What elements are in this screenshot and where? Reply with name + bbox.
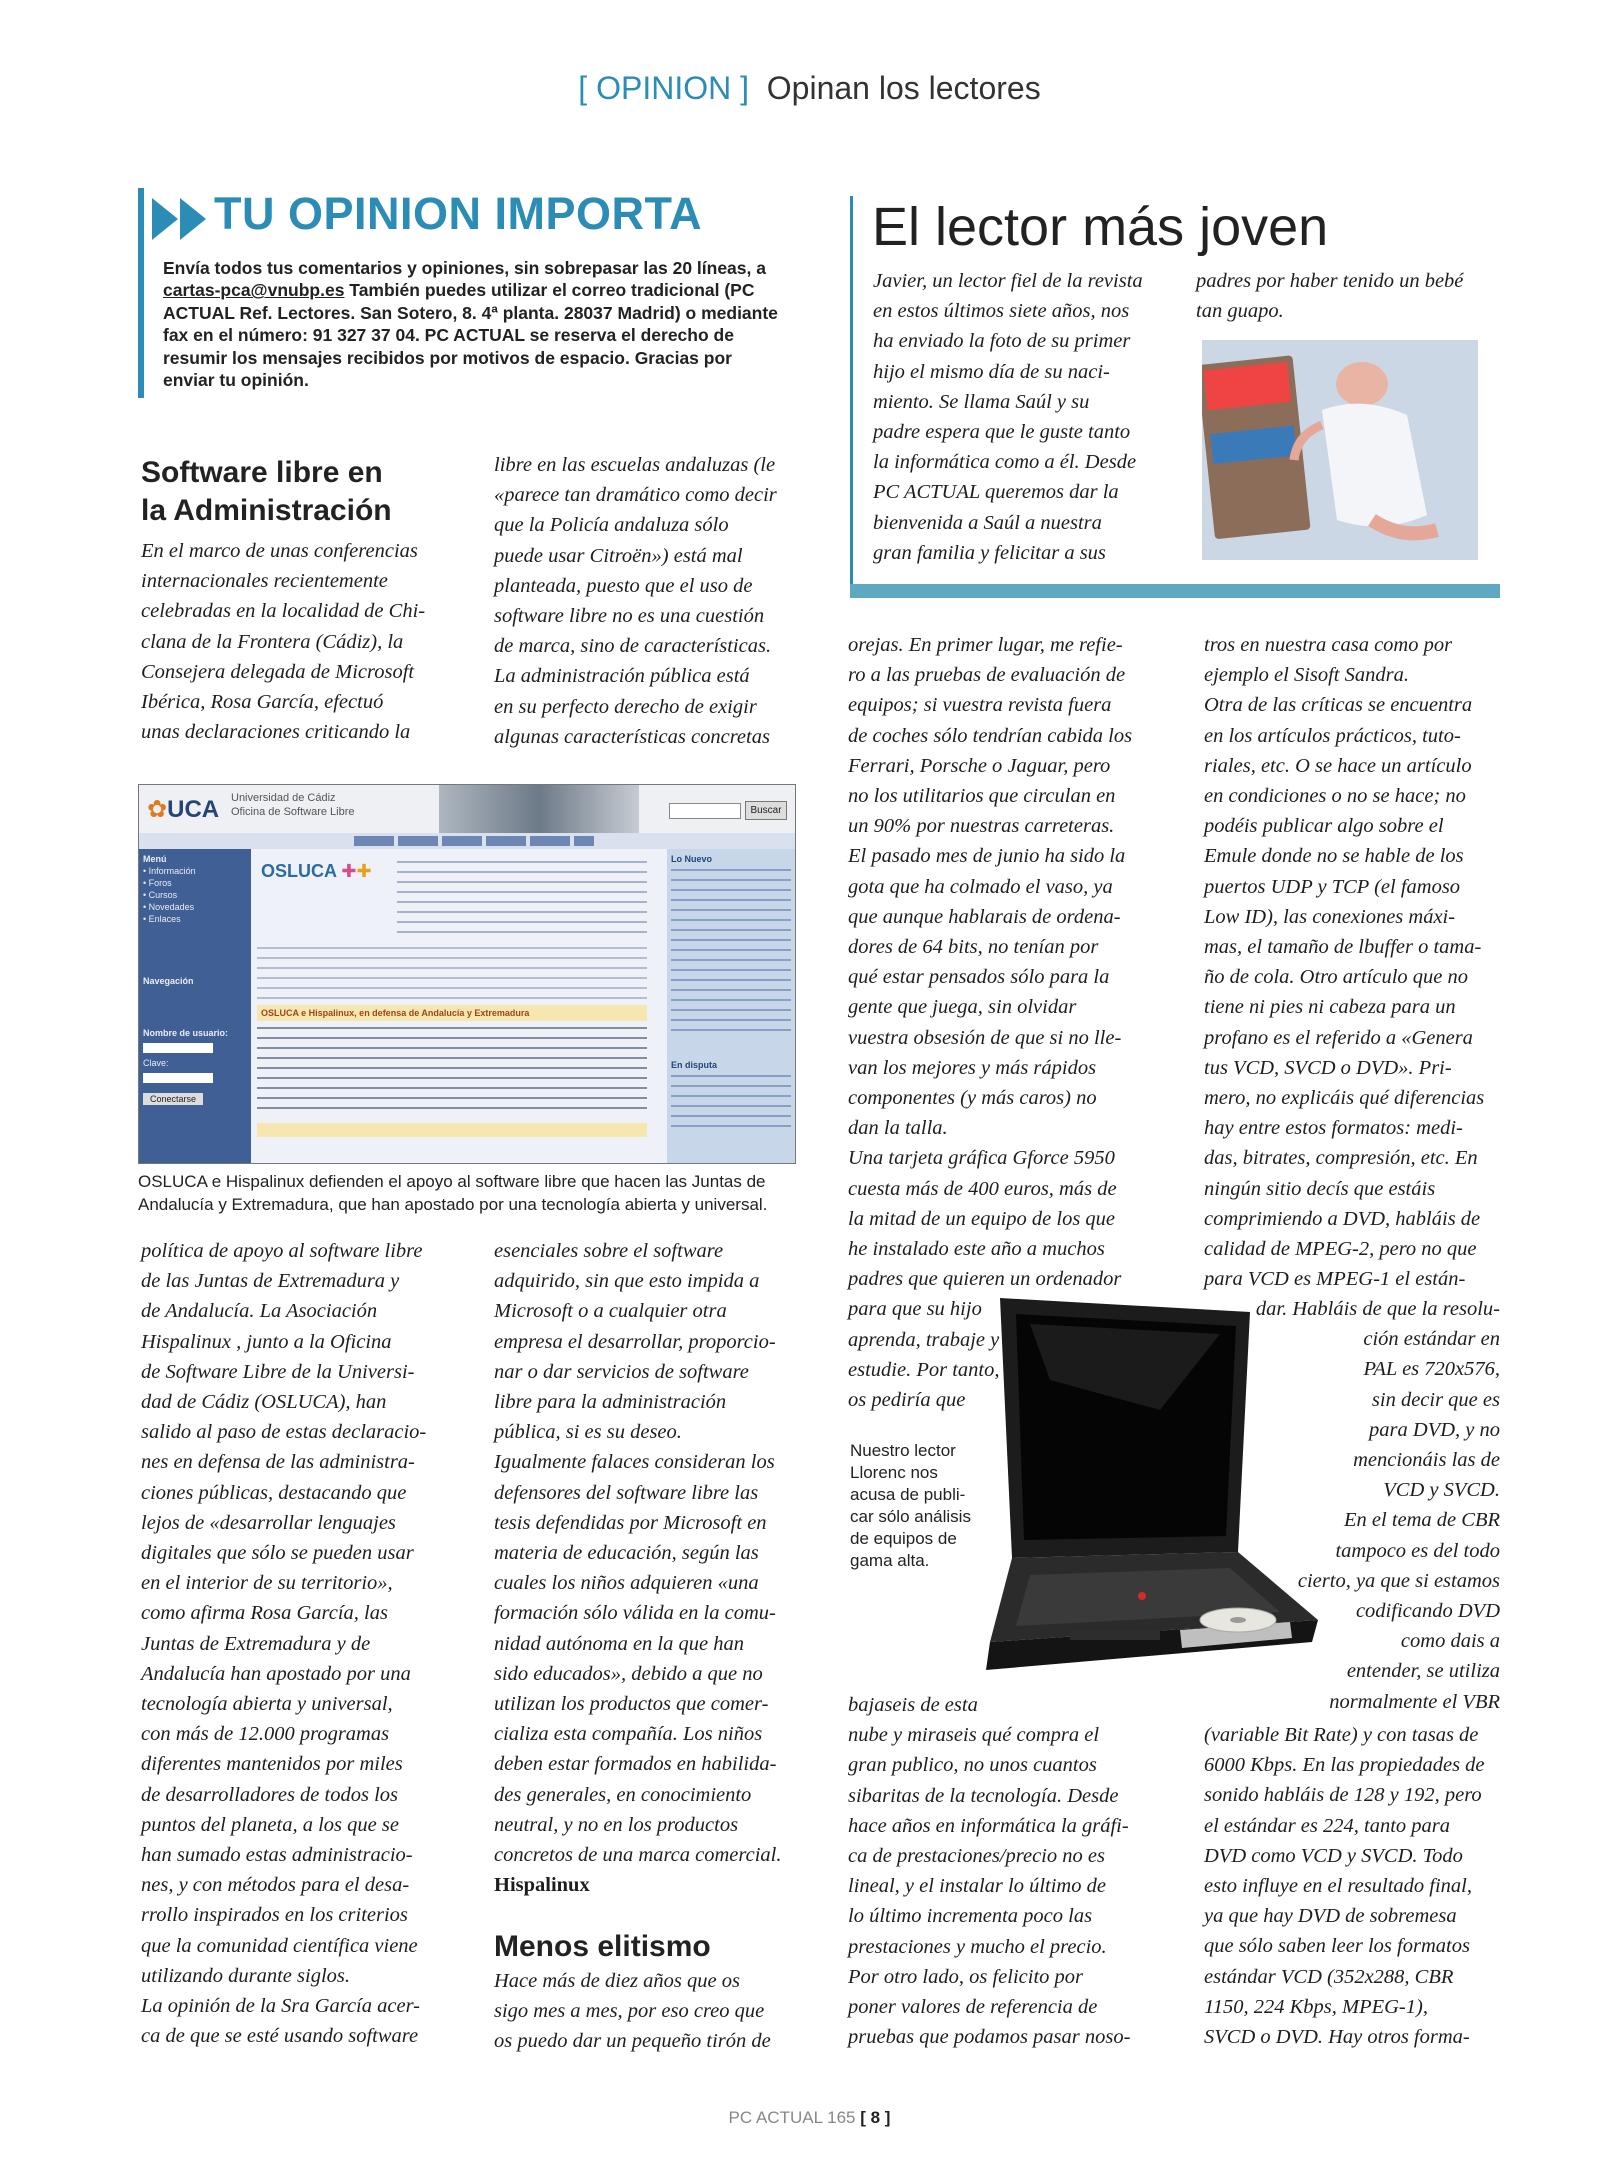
text-line: DVD como VCD y SVCD. Todo	[1204, 1844, 1463, 1867]
text-line: en el interior de su territorio»,	[141, 1572, 393, 1595]
text-line: Consejera delegada de Microsoft	[141, 660, 415, 683]
text-line: os pediría que	[848, 1389, 966, 1412]
text-line: utilizando durante siglos.	[141, 1964, 351, 1987]
text-line: de marca, sino de características.	[494, 635, 772, 658]
text-line: ca de prestaciones/precio no es	[848, 1845, 1105, 1868]
text-line: riales, etc. O se hace un artículo	[1204, 754, 1472, 777]
text-line: Hace más de diez años que os	[494, 1970, 740, 1992]
text-line: gota que ha colmado el vaso, ya	[848, 875, 1113, 898]
text-line: que aunque hablarais de ordena-	[848, 905, 1121, 928]
site-search-button[interactable]: Buscar	[745, 801, 787, 820]
text-line: materia de educación, según las	[494, 1542, 759, 1565]
text-line: aprenda, trabaje y	[848, 1328, 1000, 1351]
text-line: sido educados», debido a que no	[494, 1662, 763, 1685]
text-line: deben estar formados en habilida-	[494, 1753, 777, 1776]
site-news-bar2	[257, 1123, 647, 1137]
double-arrow-icon	[150, 196, 212, 246]
text-line: para DVD, y no	[1369, 1418, 1500, 1441]
site-tabs[interactable]	[354, 836, 594, 846]
site-header	[139, 785, 795, 834]
uca-logo-text: UCA	[167, 796, 220, 823]
text-line: os puedo dar un pequeño tirón de	[494, 2030, 771, 2053]
site-title-line2: Oficina de Software Libre	[231, 806, 355, 818]
text-line: Low ID), las conexiones máxi-	[1204, 905, 1456, 928]
text-line: que la Policía andaluza sólo	[494, 514, 729, 537]
text-line: ha enviado la foto de su primer	[873, 330, 1131, 353]
text-line: ya que hay DVD de sobremesa	[1204, 1905, 1457, 1928]
text-line: (variable Bit Rate) y con tasas de	[1204, 1724, 1479, 1746]
uca-logo: ✿UCA	[147, 796, 220, 823]
text-line: poner valores de referencia de	[848, 1996, 1098, 2019]
text-line: sonido habláis de 128 y 192, pero	[1204, 1784, 1482, 1807]
text-line: SVCD o DVD. Hay otros forma-	[1204, 2026, 1470, 2049]
text-line: para VCD es MPEG-1 el están-	[1204, 1268, 1466, 1291]
text-line: padres que quieren un ordenador	[848, 1268, 1122, 1291]
site-login-button[interactable]: Conectarse	[143, 1093, 203, 1105]
text-line: diferentes mantenidos por miles	[141, 1753, 403, 1776]
text-line: tros en nuestra casa como por	[1204, 634, 1453, 656]
text-line: profano es el referido a «Genera	[1204, 1026, 1473, 1049]
text-line: PC ACTUAL queremos dar la	[873, 481, 1119, 504]
text-line: esenciales sobre el software	[494, 1240, 724, 1262]
site-nav-item[interactable]: • Información	[143, 866, 196, 876]
text-line: política de apoyo al software libre	[141, 1240, 423, 1262]
site-news-body	[257, 1027, 647, 1115]
email-link[interactable]: cartas-pca@vnubp.es	[163, 280, 345, 301]
text-line: cuesta más de 400 euros, más de	[848, 1177, 1117, 1200]
text-line: de Software Libre de la Universi-	[141, 1360, 415, 1383]
site-login-label: Nombre de usuario:	[143, 1028, 229, 1038]
text-line: como afirma Rosa García, las	[141, 1602, 388, 1625]
article2-col4-bottom	[1204, 1720, 1524, 2052]
text-line: pruebas que podamos pasar noso-	[848, 2026, 1131, 2049]
text-line: Juntas de Extremadura y de	[141, 1632, 371, 1655]
text-line: prestaciones y mucho el precio.	[848, 1935, 1107, 1958]
text-line: internacionales recientemente	[141, 570, 388, 593]
text-line: defensores del software libre las	[494, 1481, 759, 1504]
text-line: empresa el desarrollar, proporcio-	[494, 1330, 776, 1353]
text-line: padres por haber tenido un bebé	[1196, 270, 1464, 292]
text-line: celebradas en la localidad de Chi-	[141, 600, 426, 623]
site-search-input[interactable]	[669, 803, 741, 819]
text-line: Hispalinux , junto a la Oficina	[141, 1330, 392, 1353]
text-line: esto influye en el resultado final,	[1204, 1875, 1472, 1898]
text-line: podéis publicar algo sobre el	[1204, 815, 1444, 838]
text-line: Microsoft o a cualquier otra	[494, 1300, 727, 1323]
text-line: pública, si es su deseo.	[494, 1421, 682, 1444]
text-line: unas declaraciones criticando la	[141, 721, 411, 744]
text-line: salido al paso de estas declaracio-	[141, 1421, 427, 1444]
site-nav-item[interactable]: • Enlaces	[143, 914, 181, 924]
article2-col3-bottom	[848, 1690, 1178, 2052]
text-line: nes, y con métodos para el desa-	[141, 1874, 410, 1897]
text-line: Por otro lado, os felicito por	[848, 1965, 1083, 1988]
text-line: equipos; si vuestra revista fuera	[848, 694, 1112, 717]
tu-opinion-body-post: También puedes utilizar el correo tradicional (PC ACTUAL Ref. Lectores. San Sotero, 8. 4ª planta. 28037 Madrid) o mediante fax en el número: 91 327 37 04. PC ACTUAL se reserva el derecho de resumir los mensajes recibidos por motivos de espacio. Gracias por enviar tu opinión.	[163, 280, 778, 391]
text-line: puede usar Citroën») está mal	[494, 544, 743, 567]
site-tabbar	[139, 833, 795, 849]
text-line: bajaseis de esta	[848, 1694, 978, 1716]
text-line: planteada, puesto que el uso de	[494, 574, 753, 597]
article1-col2-bottom	[494, 1236, 834, 1900]
site-right-column	[667, 849, 795, 1163]
text-line: «parece tan dramático como decir	[494, 484, 777, 507]
text-line: van los mejores y más rápidos	[848, 1056, 1097, 1079]
text-line: digitales que sólo se pueden usar	[141, 1542, 414, 1565]
footer-page-number: [ 8 ]	[860, 2108, 891, 2127]
text-line: componentes (y más caros) no	[848, 1087, 1097, 1110]
text-line: software libre no es una cuestión	[494, 605, 765, 628]
text-line: comprimiendo a DVD, habláis de	[1204, 1207, 1481, 1230]
site-nav-header2: Navegación	[143, 976, 194, 986]
text-line: vuestra obsesión de que si no lle-	[848, 1026, 1122, 1049]
text-line: puntos del planeta, a los que se	[141, 1813, 399, 1836]
text-line: bienvenida a Saúl a nuestra	[873, 511, 1102, 534]
tu-opinion-title: TU OPINION IMPORTA	[214, 188, 703, 239]
laptop-caption: Nuestro lector Llorenc nos acusa de publi- car sólo análisis de equipos de gama alta.	[850, 1441, 971, 1570]
text-line: tiene ni pies ni cabeza para un	[1204, 996, 1456, 1019]
text-line: En el marco de unas conferencias	[141, 540, 418, 562]
text-line: Emule donde no se hable de los	[1204, 845, 1464, 868]
site-nav-item[interactable]: • Novedades	[143, 902, 195, 912]
text-line: sibaritas de la tecnología. Desde	[848, 1784, 1119, 1807]
text-line: algunas características concretas	[494, 725, 770, 748]
text-line: en condiciones o no se hace; no	[1204, 785, 1466, 808]
site-login-user-input[interactable]	[143, 1043, 213, 1053]
text-line: cierto, ya que si estamos	[1297, 1569, 1500, 1592]
text-line: mencionáis las de	[1353, 1449, 1500, 1472]
text-line: puertos UDP y TCP (el famoso	[1204, 875, 1461, 898]
text-line: un 90% por nuestras carreteras.	[848, 815, 1115, 838]
lector-accent-rule	[850, 196, 853, 594]
text-line: orejas. En primer lugar, me refie-	[848, 634, 1123, 656]
text-line: gran publico, no unos cuantos	[848, 1754, 1097, 1777]
text-line: gran familia y felicitar a sus	[873, 541, 1106, 564]
site-left-nav	[139, 849, 251, 1163]
text-line: miento. Se llama Saúl y su	[873, 390, 1090, 413]
text-line: el estándar es 224, tanto para	[1204, 1814, 1450, 1837]
text-line: ningún sitio decís que estáis	[1204, 1177, 1436, 1200]
article3-title: El lector más joven	[872, 197, 1329, 257]
text-line: ción estándar en	[1363, 1328, 1500, 1351]
site-text-block	[257, 947, 647, 1003]
text-line: la informática como a él. Desde	[873, 451, 1137, 474]
site-banner-photo	[439, 785, 639, 833]
text-line: utilizan los productos que comer-	[494, 1693, 769, 1716]
text-line: de coches sólo tendrían cabida los	[848, 724, 1133, 747]
text-line: dar. Habláis de que la resolu-	[1255, 1298, 1500, 1320]
site-news-title[interactable]: OSLUCA e Hispalinux, en defensa de Andalucía y Extremadura	[257, 1005, 647, 1021]
text-line: Ferrari, Porsche o Jaguar, pero	[848, 754, 1111, 777]
text-line: El pasado mes de junio ha sido la	[848, 845, 1126, 868]
text-line: ciones públicas, destacando que	[141, 1481, 407, 1504]
text-line: libre para la administración	[494, 1391, 727, 1414]
text-line: ño de cola. Otro artículo que no	[1204, 966, 1468, 989]
text-line: hijo el mismo día de su naci-	[873, 360, 1110, 383]
lector-bottom-rule	[850, 584, 1500, 598]
article1-col1-top	[141, 536, 471, 747]
site-nav-item[interactable]: • Cursos	[143, 890, 178, 900]
text-line: Javier, un lector fiel de la revista	[873, 270, 1143, 292]
text-line: sigo mes a mes, por eso creo que	[494, 2000, 765, 2023]
text-line: que sólo saben leer los formatos	[1204, 1935, 1470, 1958]
text-line: nar o dar servicios de software	[494, 1360, 749, 1383]
text-line: qué estar pensados sólo para la	[848, 966, 1110, 989]
site-login-pass-input[interactable]	[143, 1073, 213, 1083]
text-line: de desarrolladores de todos los	[141, 1783, 399, 1806]
text-line: dan la talla.	[848, 1117, 948, 1140]
article3-col2	[1196, 266, 1496, 326]
text-line: entender, se utiliza	[1346, 1660, 1500, 1683]
article3-col1	[873, 266, 1193, 568]
article2-col4-wrap	[1180, 1294, 1500, 1717]
text-line: Igualmente falaces consideran los	[494, 1451, 775, 1474]
text-line: lo último incrementa poco las	[848, 1905, 1093, 1928]
text-line: cializa esta compañía. Los niños	[494, 1723, 763, 1746]
site-nav-item[interactable]: • Foros	[143, 878, 172, 888]
text-line: tus VCD, SVCD o DVD». Pri-	[1204, 1056, 1452, 1079]
footer-magazine: PC ACTUAL 165	[728, 2108, 856, 2127]
text-line: con más de 12.000 programas	[141, 1723, 390, 1746]
site-login-pass-label: Clave:	[143, 1058, 169, 1068]
text-line: cuales los niños adquieren «una	[494, 1572, 759, 1595]
text-line: hay entre estos formatos: medi-	[1204, 1117, 1463, 1140]
text-line: La administración pública está	[494, 665, 750, 688]
text-line: tesis defendidas por Microsoft en	[494, 1511, 767, 1534]
text-line: En el tema de CBR	[1344, 1509, 1500, 1532]
text-line: estudie. Por tanto,	[848, 1358, 1000, 1381]
site-right-header: Lo Nuevo	[671, 854, 713, 864]
text-line: calidad de MPEG-2, pero no que	[1204, 1238, 1477, 1261]
article1-col2-top	[494, 450, 824, 752]
osluca-logo: OSLUCA ✚✚	[261, 861, 372, 881]
article2-col2-lines	[494, 1966, 834, 2057]
article1-signature: Hispalinux	[494, 1874, 590, 1897]
article1-col1-bottom	[141, 1236, 481, 2051]
text-line: nes en defensa de las administra-	[141, 1451, 415, 1474]
text-line: Otra de las críticas se encuentra	[1204, 694, 1473, 717]
text-line: gente que juega, sin olvidar	[848, 996, 1077, 1019]
article1-title-line1: Software libre en	[141, 456, 383, 489]
osluca-website-screenshot	[138, 784, 796, 1164]
text-line: tan guapo.	[1196, 300, 1284, 323]
tu-opinion-body-pre: Envía todos tus comentarios y opiniones, sin sobrepasar las 20 líneas, a	[163, 258, 766, 278]
text-line: des generales, en conocimiento	[494, 1783, 752, 1806]
text-line: en estos últimos siete años, nos	[873, 300, 1130, 323]
text-line: formación sólo válida en la comu-	[494, 1602, 776, 1625]
text-line: han sumado estas administracio-	[141, 1844, 413, 1867]
text-line: VCD y SVCD.	[1383, 1479, 1500, 1502]
text-line: he instalado este año a muchos	[848, 1238, 1105, 1261]
article1-title-line2: la Administración	[141, 494, 392, 527]
text-line: que la comunidad científica viene	[141, 1934, 418, 1957]
site-nav-items	[143, 865, 247, 925]
site-right-list	[671, 869, 791, 1039]
article1-col2-bottom-lines	[494, 1236, 834, 1870]
text-line: de las Juntas de Extremadura y	[141, 1270, 400, 1293]
text-line: adquirido, sin que esto impida a	[494, 1270, 760, 1293]
page-header	[0, 70, 1619, 107]
text-line: ro a las pruebas de evaluación de	[848, 664, 1126, 687]
section-subtitle: Opinan los lectores	[766, 70, 1041, 106]
site-intro-text	[397, 861, 647, 941]
article2-col4-top	[1204, 630, 1524, 1294]
text-line: como dais a	[1400, 1630, 1500, 1653]
text-line: lejos de «desarrollar lenguajes	[141, 1511, 396, 1534]
tu-opinion-body	[163, 257, 783, 391]
text-line: das, bitrates, compresión, etc. En	[1204, 1147, 1478, 1170]
text-line: de Andalucía. La Asociación	[141, 1300, 378, 1323]
text-line: padre espera que le guste tanto	[873, 421, 1131, 444]
site-title-line1: Universidad de Cádiz	[231, 792, 336, 804]
baby-photo	[1202, 340, 1478, 560]
text-line: La opinión de la Sra García acer-	[141, 1995, 420, 2018]
text-line: ca de que se esté usando software	[141, 2025, 419, 2048]
text-line: dad de Cádiz (OSLUCA), han	[141, 1391, 387, 1414]
site-title	[231, 791, 355, 819]
page-footer	[0, 2108, 1619, 2128]
text-line: nidad autónoma en la que han	[494, 1632, 744, 1655]
text-line: no los utilitarios que circulan en	[848, 785, 1116, 808]
text-line: sin decir que es	[1371, 1388, 1500, 1411]
text-line: 1150, 224 Kbps, MPEG-1),	[1204, 1995, 1428, 2018]
text-line: en los artículos prácticos, tuto-	[1204, 724, 1461, 747]
section-label: [ OPINION ]	[578, 70, 749, 106]
text-line: 6000 Kbps. En las propiedades de	[1204, 1754, 1485, 1777]
text-line: Ibérica, Rosa García, efectuó	[141, 691, 384, 714]
text-line: en su perfecto derecho de exigir	[494, 695, 757, 718]
text-line: normalmente el VBR	[1329, 1690, 1500, 1713]
text-line: Andalucía han apostado por una	[141, 1662, 411, 1685]
text-line: libre en las escuelas andaluzas (le	[494, 454, 776, 476]
text-line: mas, el tamaño de lbuffer o tama-	[1204, 936, 1482, 959]
screenshot-caption: OSLUCA e Hispalinux defienden el apoyo al software libre que hacen las Juntas de Andalucía y Extremadura, que han apostado por una tecnología abierta y universal.	[138, 1172, 768, 1214]
text-line: la mitad de un equipo de los que	[848, 1207, 1116, 1230]
text-line: para que su hijo	[848, 1298, 982, 1321]
text-line: tecnología abierta y universal,	[141, 1693, 393, 1716]
site-right-list2	[671, 1075, 791, 1135]
text-line: ejemplo el Sisoft Sandra.	[1204, 664, 1409, 687]
text-line: hace años en informática la gráfi-	[848, 1814, 1129, 1837]
article2-title: Menos elitismo	[494, 1930, 711, 1963]
text-line: rrollo inspirados en los criterios	[141, 1904, 408, 1927]
text-line: PAL es 720x576,	[1363, 1358, 1500, 1381]
text-line: concretos de una marca comercial.	[494, 1844, 782, 1867]
text-line: dores de 64 bits, no tenían por	[848, 936, 1099, 959]
text-line: mero, no explicáis qué diferencias	[1204, 1087, 1485, 1110]
site-nav-header: Menú	[143, 854, 167, 864]
osluca-logo-text: OSLUCA	[261, 861, 337, 881]
text-line: Una tarjeta gráfica Gforce 5950	[848, 1147, 1115, 1170]
text-line: neutral, y no en los productos	[494, 1813, 739, 1836]
text-line: codificando DVD	[1355, 1600, 1500, 1623]
text-line: tampoco es del todo	[1335, 1539, 1500, 1562]
site-right-header2: En disputa	[671, 1060, 718, 1070]
article1-title	[141, 454, 461, 530]
text-line: lineal, y el instalar lo último de	[848, 1875, 1106, 1898]
site-main	[257, 855, 657, 1155]
text-line: estándar VCD (352x288, CBR	[1204, 1965, 1454, 1988]
text-line: nube y miraseis qué compra el	[848, 1724, 1100, 1747]
text-line: clana de la Frontera (Cádiz), la	[141, 630, 404, 653]
